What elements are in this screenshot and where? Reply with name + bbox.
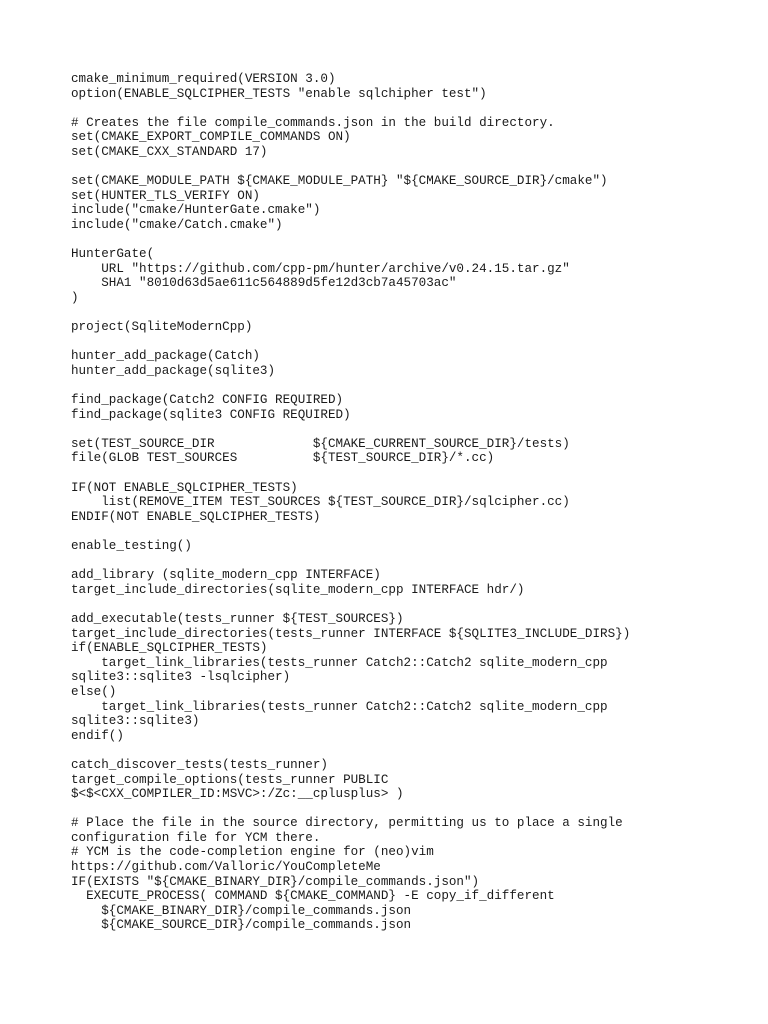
blank-line [71, 743, 748, 758]
code-line: # Place the file in the source directory, permitting us to place a single [71, 816, 623, 831]
code-line: sqlite3::sqlite3) [71, 714, 200, 729]
blank-line [71, 378, 748, 393]
code-line: ) [71, 290, 79, 305]
code-line: ${CMAKE_BINARY_DIR}/compile_commands.json [71, 903, 412, 918]
code-line: # YCM is the code-completion engine for (neo)vim [71, 845, 434, 860]
code-line: cmake_minimum_required(VERSION 3.0) [71, 72, 336, 86]
code-line: add_executable(tests_runner ${TEST_SOURCES}) [71, 611, 404, 626]
code-line: else() [71, 684, 117, 699]
code-line: configuration file for YCM there. [71, 830, 321, 845]
code-line: option(ENABLE_SQLCIPHER_TESTS "enable sqlchipher test") [71, 86, 487, 101]
code-line: URL "https://github.com/cpp-pm/hunter/archive/v0.24.15.tar.gz" [71, 261, 570, 276]
code-line: $<$<CXX_COMPILER_ID:MSVC>:/Zc:__cplusplus> ) [71, 787, 404, 802]
code-line: if(ENABLE_SQLCIPHER_TESTS) [71, 641, 268, 656]
code-line: target_include_directories(sqlite_modern_cpp INTERFACE hdr/) [71, 582, 525, 597]
code-line: target_compile_options(tests_runner PUBLIC [71, 772, 389, 787]
blank-line [71, 802, 748, 817]
code-line: set(CMAKE_CXX_STANDARD 17) [71, 144, 268, 159]
code-line: https://github.com/Valloric/YouCompleteMe [71, 860, 381, 875]
blank-line [71, 306, 748, 321]
blank-line [71, 554, 748, 569]
code-line: set(HUNTER_TLS_VERIFY ON) [71, 188, 260, 203]
code-line: list(REMOVE_ITEM TEST_SOURCES ${TEST_SOURCE_DIR}/sqlcipher.cc) [71, 495, 570, 510]
blank-line [71, 466, 748, 481]
blank-line [71, 524, 748, 539]
code-line: set(TEST_SOURCE_DIR ${CMAKE_CURRENT_SOURCE_DIR}/tests) [71, 436, 570, 451]
code-line: include("cmake/HunterGate.cmake") [71, 203, 321, 218]
code-line: IF(EXISTS "${CMAKE_BINARY_DIR}/compile_commands.json") [71, 874, 480, 889]
code-line: set(CMAKE_EXPORT_COMPILE_COMMANDS ON) [71, 130, 351, 145]
code-line: hunter_add_package(sqlite3) [71, 363, 276, 378]
blank-line [71, 101, 748, 116]
blank-line [71, 597, 748, 612]
blank-line [71, 160, 748, 175]
code-line: find_package(sqlite3 CONFIG REQUIRED) [71, 407, 351, 422]
code-line: SHA1 "8010d63d5ae611c564889d5fe12d3cb7a45703ac" [71, 276, 457, 291]
code-line: sqlite3::sqlite3 -lsqlcipher) [71, 670, 291, 685]
code-line: project(SqliteModernCpp) [71, 320, 253, 335]
code-line: # Creates the file compile_commands.json in the build directory. [71, 115, 555, 130]
code-line: hunter_add_package(Catch) [71, 349, 260, 364]
code-line: target_link_libraries(tests_runner Catch2::Catch2 sqlite_modern_cpp [71, 655, 608, 670]
code-line: enable_testing() [71, 539, 192, 553]
code-line: ${CMAKE_SOURCE_DIR}/compile_commands.json [71, 918, 412, 933]
code-line: find_package(Catch2 CONFIG REQUIRED) [71, 393, 344, 408]
code-line: endif() [71, 728, 124, 743]
code-line: ENDIF(NOT ENABLE_SQLCIPHER_TESTS) [71, 509, 321, 524]
blank-line [71, 422, 748, 437]
blank-line [71, 335, 748, 350]
code-line: IF(NOT ENABLE_SQLCIPHER_TESTS) [71, 480, 298, 495]
code-line: HunterGate( [71, 247, 155, 262]
code-line: target_link_libraries(tests_runner Catch2::Catch2 sqlite_modern_cpp [71, 699, 608, 714]
code-line: catch_discover_tests(tests_runner) [71, 757, 328, 772]
code-line: target_include_directories(tests_runner INTERFACE ${SQLITE3_INCLUDE_DIRS}) [71, 626, 631, 641]
code-document [71, 72, 748, 933]
blank-line [71, 233, 748, 248]
code-line: EXECUTE_PROCESS( COMMAND ${CMAKE_COMMAND} -E copy_if_different [71, 889, 555, 904]
code-line: file(GLOB TEST_SOURCES ${TEST_SOURCE_DIR}/*.cc) [71, 451, 495, 466]
code-line: include("cmake/Catch.cmake") [71, 217, 283, 232]
code-line: add_library (sqlite_modern_cpp INTERFACE) [71, 568, 381, 583]
code-line: set(CMAKE_MODULE_PATH ${CMAKE_MODULE_PATH} "${CMAKE_SOURCE_DIR}/cmake") [71, 174, 608, 189]
